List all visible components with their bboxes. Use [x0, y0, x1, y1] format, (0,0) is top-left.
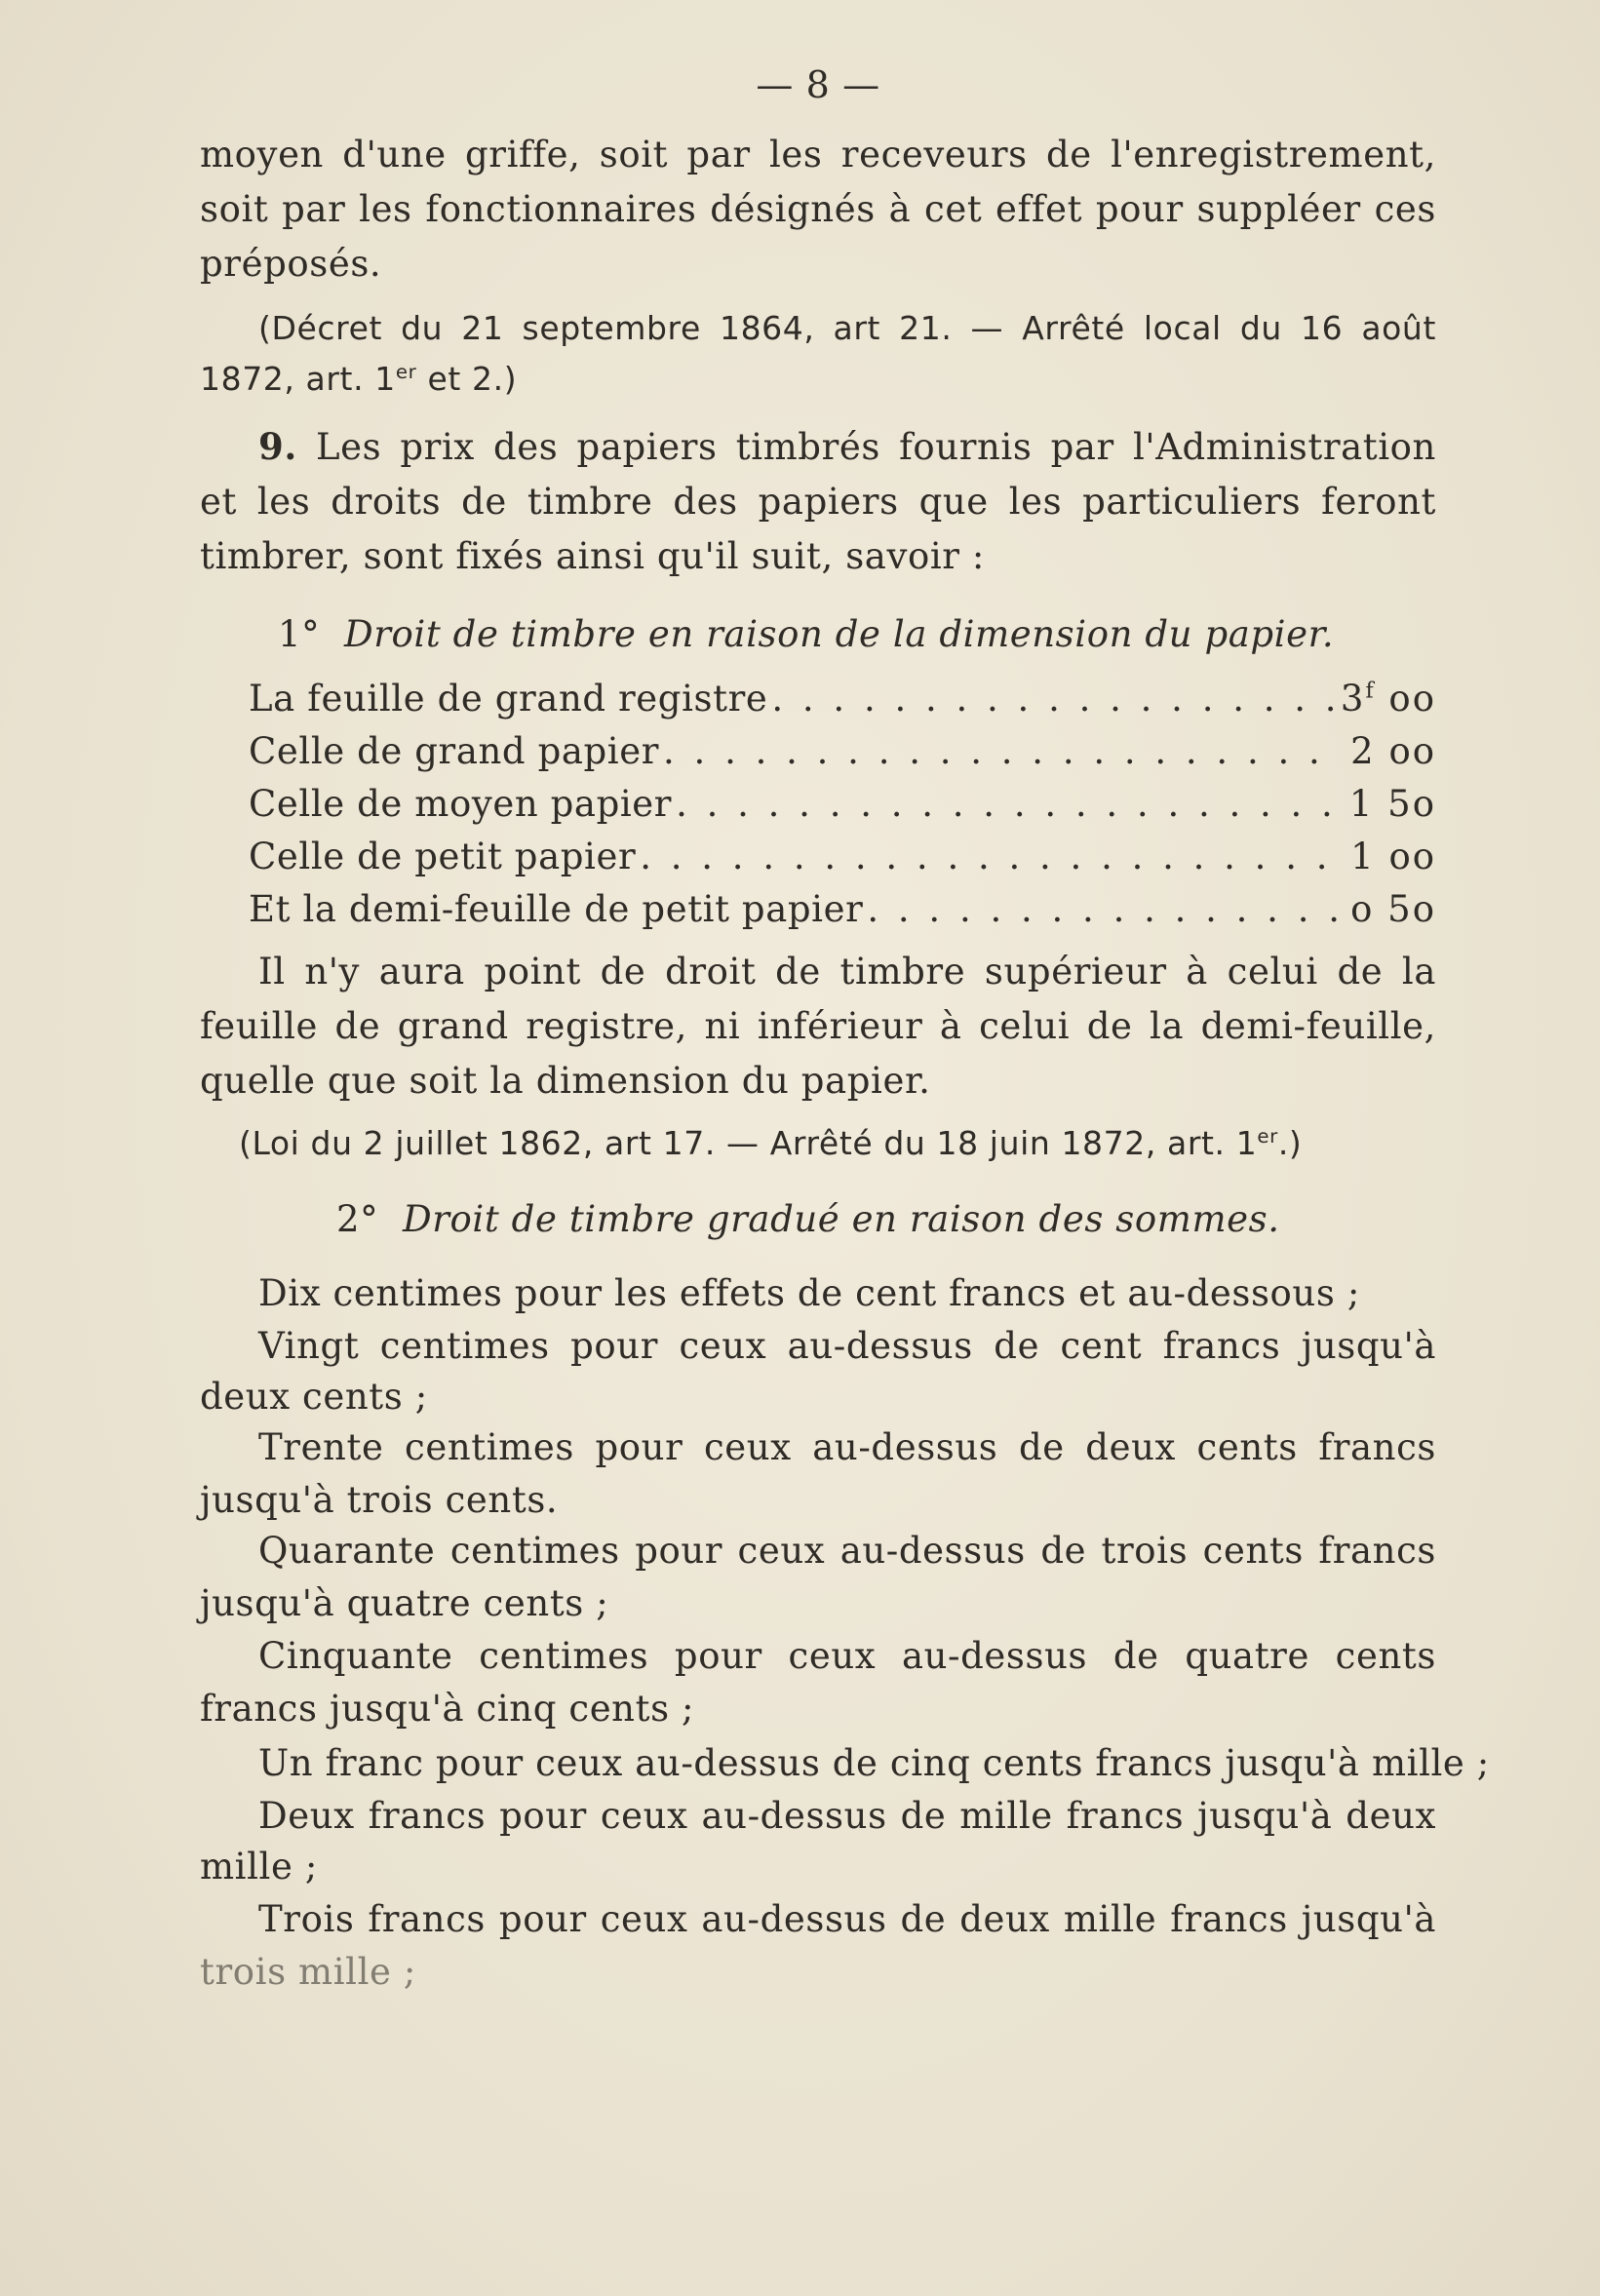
list-item: trois mille ;: [200, 1951, 416, 1993]
article-number: 9.: [258, 425, 297, 468]
ref-text: (Loi du 2 juillet 1862, art 17. — Arrêté du 18 juin 1872, art. 1: [239, 1124, 1258, 1162]
list-item: jusqu'à trois cents.: [200, 1479, 559, 1521]
list-item: Trois francs pour ceux au-dessus de deux mille francs jusqu'à: [258, 1898, 1436, 1940]
list-item: Trente centimes pour ceux au-dessus de deux cents francs: [258, 1426, 1436, 1468]
list-item: Vingt centimes pour ceux au-dessus de cent francs jusqu'à: [258, 1325, 1436, 1367]
row-label: Celle de grand papier: [249, 730, 660, 772]
paragraph-line: préposés.: [200, 243, 382, 285]
list-item: Cinquante centimes pour ceux au-dessus de quatre cents: [258, 1635, 1436, 1677]
table-row: [249, 838, 1436, 875]
list-item: mille ;: [200, 1846, 318, 1887]
ref-text: .): [1277, 1124, 1303, 1162]
legal-reference: [239, 1124, 1436, 1162]
section-number: 2°: [336, 1198, 379, 1240]
paragraph-line: soit par les fonctionnaires désignés à cet effet pour suppléer ces: [200, 188, 1436, 230]
page-number: — 8 —: [756, 63, 880, 106]
article-line: et les droits de timbre des papiers que les particuliers feront: [200, 481, 1436, 523]
table-row: [249, 783, 1436, 825]
row-label: La feuille de grand registre: [249, 678, 768, 720]
list-item: jusqu'à quatre cents ;: [200, 1582, 609, 1624]
row-value: 3$^f$ oo: [1340, 678, 1436, 720]
ref-text: et 2.): [416, 360, 518, 398]
paragraph-line: moyen d'une griffe, soit par les receveurs de l'enregistrement,: [200, 134, 1436, 175]
section-number: 1°: [278, 613, 321, 655]
ref-sup: er: [1257, 1125, 1278, 1148]
table-row: [249, 730, 1436, 772]
row-value: 2 oo: [1350, 730, 1436, 772]
section-heading: [336, 1198, 1436, 1240]
paragraph-line: quelle que soit la dimension du papier.: [200, 1060, 931, 1102]
paragraph-line: feuille de grand registre, ni inférieur à celui de la demi-feuille,: [200, 1005, 1436, 1047]
list-item: Un franc pour ceux au-dessus de cinq cents francs jusqu'à mille ;: [258, 1742, 1490, 1784]
table-row: [249, 888, 1436, 930]
row-value: o 5o: [1350, 888, 1436, 930]
list-item: deux cents ;: [200, 1376, 428, 1418]
list-item: francs jusqu'à cinq cents ;: [200, 1688, 695, 1730]
list-item: Deux francs pour ceux au-dessus de mille francs jusqu'à deux: [258, 1795, 1436, 1837]
legal-reference: (Décret du 21 septembre 1864, art 21. — Arrêté local du 16 août: [258, 309, 1436, 347]
row-label: Celle de petit papier: [249, 836, 637, 877]
section-heading: [278, 613, 1436, 655]
article-line: timbrer, sont fixés ainsi qu'il suit, savoir :: [200, 535, 985, 577]
row-label: Et la demi-feuille de petit papier: [249, 888, 864, 930]
row-label: Celle de moyen papier: [249, 783, 673, 825]
paragraph-line: Il n'y aura point de droit de timbre supérieur à celui de la: [258, 951, 1436, 992]
table-row: [249, 678, 1436, 720]
section-title: Droit de timbre en raison de la dimension du papier.: [343, 613, 1335, 655]
section-title: Droit de timbre gradué en raison des sommes.: [402, 1198, 1280, 1240]
row-value: 1 5o: [1348, 783, 1436, 825]
row-value: 1 oo: [1350, 836, 1436, 877]
legal-reference: [200, 360, 1436, 398]
list-item: Quarante centimes pour ceux au-dessus de trois cents francs: [258, 1530, 1436, 1572]
list-item: Dix centimes pour les effets de cent francs et au-dessous ;: [258, 1272, 1360, 1314]
article-line: [200, 425, 1436, 468]
ref-text: 1872, art. 1: [200, 360, 396, 398]
ref-sup: er: [395, 361, 417, 384]
article-text: Les prix des papiers timbrés fournis par l'Administration: [296, 426, 1436, 468]
